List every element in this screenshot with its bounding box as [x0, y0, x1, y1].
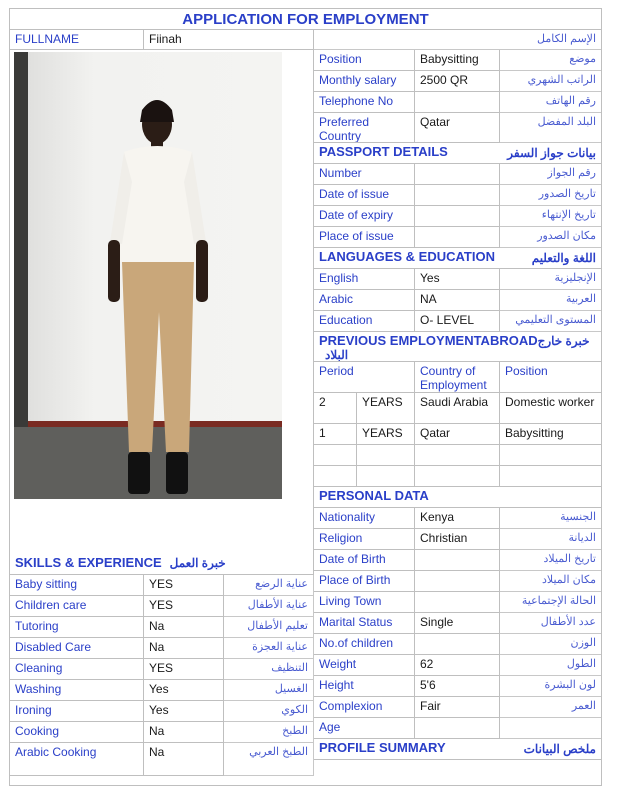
job-row — [314, 50, 602, 71]
skill-label-ar: الطبخ العربي — [224, 743, 314, 776]
languages-label: English — [314, 269, 415, 290]
languages-label: Arabic — [314, 290, 415, 311]
personal-row — [314, 718, 602, 739]
personal-label: Place of Birth — [314, 571, 415, 592]
personal-label-ar: مكان الميلاد — [500, 571, 602, 592]
languages-row — [314, 269, 602, 290]
previous-header-title — [314, 332, 602, 362]
previous-col-position: Position — [500, 362, 602, 393]
skill-label: Disabled Care — [9, 638, 144, 659]
previous-years-unit: YEARS — [357, 393, 415, 424]
personal-row — [314, 592, 602, 613]
personal-label-ar: الوزن — [500, 634, 602, 655]
skill-label: Tutoring — [9, 617, 144, 638]
skill-label: Arabic Cooking — [9, 743, 144, 776]
personal-row — [314, 676, 602, 697]
personal-label-ar: الطول — [500, 655, 602, 676]
previous-header — [314, 332, 602, 362]
skill-label: Cooking — [9, 722, 144, 743]
skill-row — [9, 722, 314, 743]
profile-body — [314, 760, 602, 786]
job-label: Position — [314, 50, 415, 71]
job-value — [415, 92, 500, 113]
previous-columns — [314, 362, 602, 393]
previous-years-unit — [357, 445, 415, 466]
personal-row — [314, 634, 602, 655]
personal-label-ar: عدد الأطفال — [500, 613, 602, 634]
languages-label-ar: العربية — [500, 290, 602, 311]
personal-label: No.of children — [314, 634, 415, 655]
skills-header — [9, 554, 314, 575]
skill-row — [9, 743, 314, 776]
personal-value — [415, 592, 500, 613]
passport-label: Date of issue — [314, 185, 415, 206]
languages-header-title-ar: اللغة والتعليم — [531, 251, 596, 265]
personal-label: Marital Status — [314, 613, 415, 634]
personal-row — [314, 508, 602, 529]
job-row — [314, 113, 602, 143]
languages-label: Education — [314, 311, 415, 332]
profile-summary-text — [314, 760, 602, 786]
previous-position — [500, 466, 602, 487]
passport-value — [415, 185, 500, 206]
skill-label-ar: التنظيف — [224, 659, 314, 680]
skills-header-title-ar: خبرة العمل — [169, 556, 226, 570]
passport-label-ar: تاريخ الإنتهاء — [500, 206, 602, 227]
passport-value — [415, 164, 500, 185]
personal-label: Complexion — [314, 697, 415, 718]
skill-label-ar: تعليم الأطفال — [224, 617, 314, 638]
personal-row — [314, 571, 602, 592]
personal-value: 62 — [415, 655, 500, 676]
previous-position — [500, 445, 602, 466]
job-value: Babysitting — [415, 50, 500, 71]
passport-header-title: PASSPORT DETAILS — [314, 143, 602, 164]
languages-value: O- LEVEL — [415, 311, 500, 332]
personal-label: Age — [314, 718, 415, 739]
skill-value: YES — [144, 596, 224, 617]
previous-years-unit — [357, 466, 415, 487]
skill-value: YES — [144, 659, 224, 680]
passport-value — [415, 227, 500, 248]
languages-label-ar: المستوى التعليمي — [500, 311, 602, 332]
languages-row — [314, 290, 602, 311]
profile-header-title: PROFILE SUMMARY — [314, 739, 602, 760]
personal-label: Weight — [314, 655, 415, 676]
languages-row — [314, 311, 602, 332]
previous-header-title-ar: خبرة خارج البلاد — [325, 334, 590, 362]
personal-row — [314, 613, 602, 634]
skill-row — [9, 701, 314, 722]
job-label: Preferred Country — [314, 113, 415, 143]
skills-header-title-en: SKILLS & EXPERIENCE — [15, 555, 162, 570]
skill-value: Na — [144, 617, 224, 638]
skill-row — [9, 617, 314, 638]
personal-value: Kenya — [415, 508, 500, 529]
skill-label-ar: الغسيل — [224, 680, 314, 701]
fullname-label-ar: الإسم الكامل — [314, 30, 602, 50]
profile-header-title-ar: ملخص البيانات — [523, 742, 596, 756]
skill-label-ar: الكوي — [224, 701, 314, 722]
fullname-row — [9, 30, 602, 50]
job-label-ar: الراتب الشهري — [500, 71, 602, 92]
skill-label: Cleaning — [9, 659, 144, 680]
personal-value — [415, 550, 500, 571]
skill-label: Baby sitting — [9, 575, 144, 596]
skill-label-ar: عناية الأطفال — [224, 596, 314, 617]
skill-value: Yes — [144, 701, 224, 722]
languages-header — [314, 248, 602, 269]
personal-row — [314, 529, 602, 550]
job-label-ar: رقم الهاتف — [500, 92, 602, 113]
skill-row — [9, 638, 314, 659]
job-label: Telephone No — [314, 92, 415, 113]
personal-header-title: PERSONAL DATA — [314, 487, 602, 508]
profile-header — [314, 739, 602, 760]
job-row — [314, 71, 602, 92]
skill-label: Children care — [9, 596, 144, 617]
previous-years-num — [314, 445, 357, 466]
personal-row — [314, 655, 602, 676]
personal-value: 5'6 — [415, 676, 500, 697]
skill-label: Ironing — [9, 701, 144, 722]
previous-country: Saudi Arabia — [415, 393, 500, 424]
skill-value: Yes — [144, 680, 224, 701]
languages-value: Yes — [415, 269, 500, 290]
skill-row — [9, 680, 314, 701]
passport-label-ar: مكان الصدور — [500, 227, 602, 248]
skill-label-ar: عناية الرضع — [224, 575, 314, 596]
passport-row — [314, 185, 602, 206]
skill-label: Washing — [9, 680, 144, 701]
skill-value: Na — [144, 638, 224, 659]
passport-header — [314, 143, 602, 164]
skill-value: Na — [144, 743, 224, 776]
applicant-photo — [14, 52, 282, 499]
previous-years-num: 1 — [314, 424, 357, 445]
skill-label-ar: الطبخ — [224, 722, 314, 743]
form-title: APPLICATION FOR EMPLOYMENT — [9, 8, 602, 30]
passport-label-ar: رقم الجواز — [500, 164, 602, 185]
personal-label: Nationality — [314, 508, 415, 529]
previous-col-period: Period — [314, 362, 415, 393]
passport-row — [314, 227, 602, 248]
passport-row — [314, 164, 602, 185]
passport-label-ar: تاريخ الصدور — [500, 185, 602, 206]
personal-label: Date of Birth — [314, 550, 415, 571]
fullname-value: Fiinah — [144, 30, 314, 50]
personal-label-ar — [500, 718, 602, 739]
personal-header — [314, 487, 602, 508]
personal-value — [415, 634, 500, 655]
passport-label: Date of expiry — [314, 206, 415, 227]
personal-label-ar: لون البشرة — [500, 676, 602, 697]
passport-label: Place of issue — [314, 227, 415, 248]
personal-value: Single — [415, 613, 500, 634]
personal-label: Living Town — [314, 592, 415, 613]
personal-row — [314, 697, 602, 718]
previous-years-unit: YEARS — [357, 424, 415, 445]
previous-header-title-en: PREVIOUS EMPLOYMENTABROAD — [319, 333, 538, 348]
job-label: Monthly salary — [314, 71, 415, 92]
previous-country: Qatar — [415, 424, 500, 445]
personal-value: Fair — [415, 697, 500, 718]
passport-label: Number — [314, 164, 415, 185]
previous-years-num — [314, 466, 357, 487]
languages-label-ar: الإنجليزية — [500, 269, 602, 290]
previous-years-num: 2 — [314, 393, 357, 424]
previous-position: Babysitting — [500, 424, 602, 445]
personal-label: Religion — [314, 529, 415, 550]
personal-value — [415, 718, 500, 739]
personal-label-ar: الحالة الإجتماعية — [500, 592, 602, 613]
passport-value — [415, 206, 500, 227]
job-row — [314, 92, 602, 113]
personal-label-ar: الجنسية — [500, 508, 602, 529]
previous-country — [415, 466, 500, 487]
passport-header-title-ar: بيانات جواز السفر — [507, 146, 596, 160]
skill-row — [9, 575, 314, 596]
job-label-ar: البلد المفضل — [500, 113, 602, 143]
passport-row — [314, 206, 602, 227]
skill-row — [9, 659, 314, 680]
job-label-ar: موضع — [500, 50, 602, 71]
skills-header-title — [9, 554, 314, 575]
personal-label-ar: الديانة — [500, 529, 602, 550]
previous-row — [314, 393, 602, 424]
previous-country — [415, 445, 500, 466]
personal-label-ar: تاريخ الميلاد — [500, 550, 602, 571]
skill-row — [9, 596, 314, 617]
personal-label-ar: العمر — [500, 697, 602, 718]
personal-value: Christian — [415, 529, 500, 550]
personal-row — [314, 550, 602, 571]
previous-col-country: Country of Employment — [415, 362, 500, 393]
previous-row — [314, 466, 602, 487]
previous-position: Domestic worker — [500, 393, 602, 424]
languages-header-title: LANGUAGES & EDUCATION — [314, 248, 602, 269]
previous-row — [314, 445, 602, 466]
personal-value — [415, 571, 500, 592]
job-value: Qatar — [415, 113, 500, 143]
skill-value: Na — [144, 722, 224, 743]
personal-label: Height — [314, 676, 415, 697]
skill-label-ar: عناية العجزة — [224, 638, 314, 659]
skill-value: YES — [144, 575, 224, 596]
fullname-label: FULLNAME — [9, 30, 144, 50]
job-value: 2500 QR — [415, 71, 500, 92]
languages-value: NA — [415, 290, 500, 311]
previous-row — [314, 424, 602, 445]
